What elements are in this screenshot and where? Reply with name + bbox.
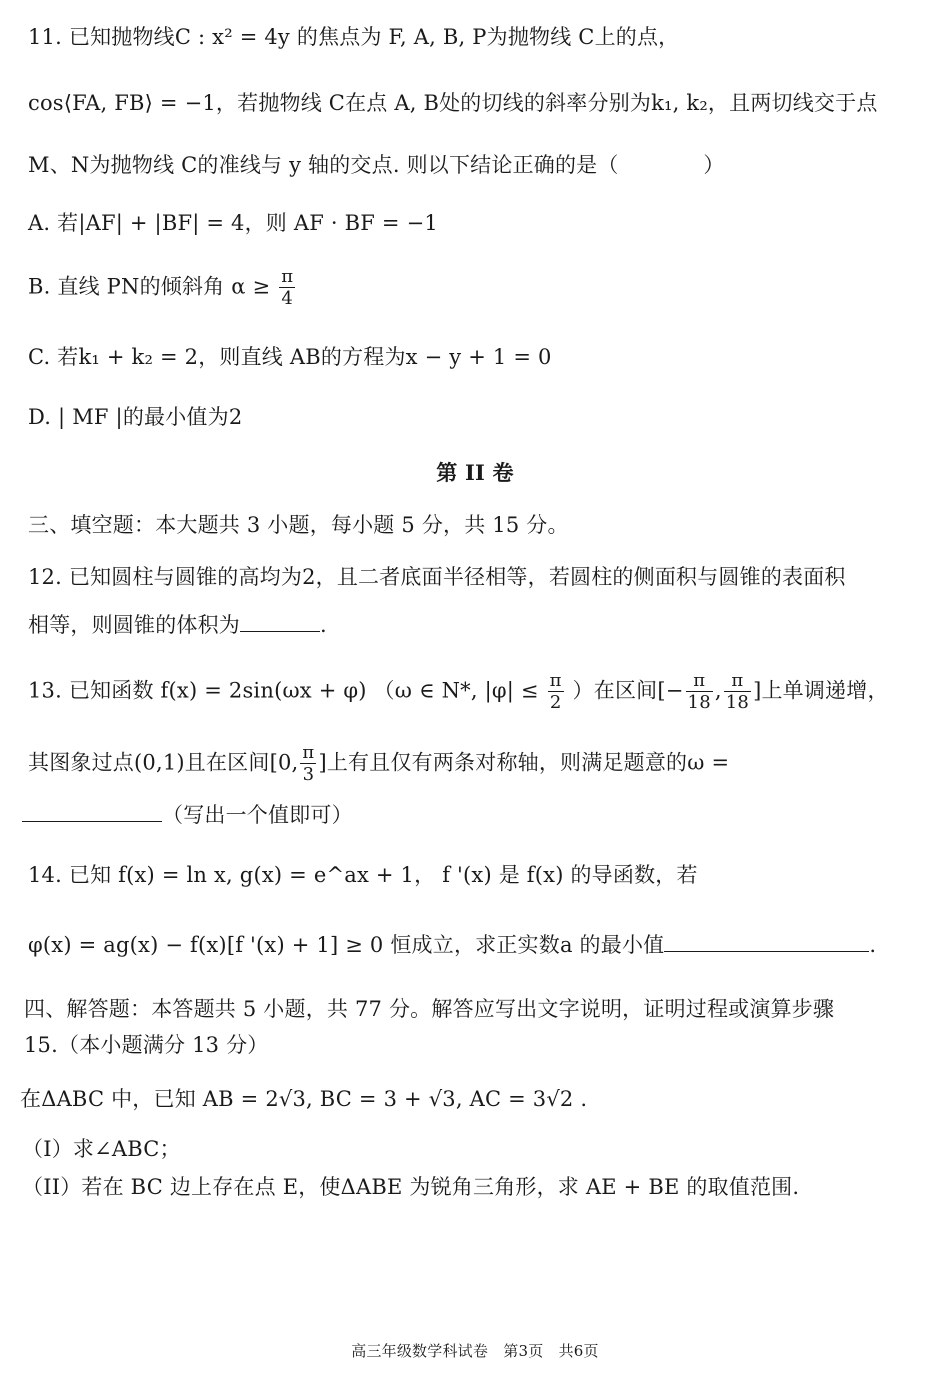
q11-option-c: C. 若k₁ + k₂ = 2，则直线 AB的方程为x − y + 1 = 0 [28,345,552,369]
q12-line1: 12. 已知圆柱与圆锥的高均为2，且二者底面半径相等，若圆柱的侧面积与圆锥的表面积 [28,565,846,589]
q13-line2-text-b: ]上有且仅有两条对称轴，则满足题意的ω = [318,750,730,775]
fraction-numerator: π [281,266,294,287]
q13-line2-text-a: 其图象过点(0,1)且在区间[0, [28,750,299,775]
q13-line1 [28,672,889,712]
q13-line1-text-a: 13. 已知函数 f(x) = 2sin(ωx + φ) （ω ∈ N*, |φ| ≤ [28,678,539,703]
fraction-denominator: 2 [549,692,562,713]
fraction-numerator: π [724,672,751,692]
q13-line1-text-b: ）在区间[− [572,678,684,703]
q11-option-a: A. 若|AF| + |BF| = 4，则 AF · BF = −1 [28,211,438,235]
fraction-denominator: 18 [725,692,750,713]
section-4-heading: 四、解答题：本答题共 5 小题，共 77 分。解答应写出文字说明，证明过程或演算步骤 [24,997,835,1021]
q11-line2: cos⟨FA, FB⟩ = −1，若抛物线 C在点 A, B处的切线的斜率分别为k₁, k₂，且两切线交于点 [28,91,878,115]
fraction-denominator: 18 [687,692,711,713]
q13-line3-text: （写出一个值即可） [162,803,353,827]
q13-fraction-pi-18-left [686,672,713,712]
part-2-title: 第 II 卷 [436,460,514,485]
q12-line2-end: . [320,613,327,637]
q12-line2 [28,610,327,640]
q13-line3 [22,800,353,830]
q13-line1-comma: , [714,678,722,703]
q15-part-1: （I）求∠ABC； [22,1137,181,1161]
fraction-denominator: 4 [281,288,294,309]
q15-title: 15.（本小题满分 13 分） [24,1033,269,1057]
q11-line1: 11. 已知抛物线C : x² = 4y 的焦点为 F, A, B, P为抛物线 C上的点， [28,25,680,49]
q13-fraction-pi-2 [548,672,564,712]
q13-fraction-pi-18-right [724,672,751,712]
answer-blank [22,803,162,822]
answer-blank [664,933,869,952]
q14-line2-text: φ(x) = ag(x) − f(x)[f '(x) + 1] ≥ 0 恒成立，求正实数a 的最小值 [28,933,665,957]
q11-line3: M、N为抛物线 C的准线与 y 轴的交点. 则以下结论正确的是（ ） [28,153,725,177]
page-footer: 高三年级数学科试卷 第3页 共6页 [351,1342,599,1360]
fraction-numerator: π [549,670,562,691]
answer-blank [240,613,320,632]
q14-line1: 14. 已知 f(x) = ln x, g(x) = e^ax + 1， f '(x) 是 f(x) 的导函数，若 [28,863,698,887]
q11-option-d: D. | MF |的最小值为2 [28,405,243,429]
q11-option-b-fraction [279,268,295,308]
q13-fraction-pi-3 [300,744,316,784]
section-3-heading: 三、填空题：本大题共 3 小题，每小题 5 分，共 15 分。 [28,513,569,537]
fraction-numerator: π [686,672,713,692]
q13-line1-text-d: ]上单调递增， [753,678,889,703]
q12-line2-text: 相等，则圆锥的体积为 [28,613,240,637]
fraction-denominator: 3 [302,764,315,785]
q15-part-2: （II）若在 BC 边上存在点 E，使ΔABE 为锐角三角形，求 AE + BE 的取值范围. [22,1175,800,1199]
fraction-numerator: π [302,742,315,763]
q11-option-b-text: B. 直线 PN的倾斜角 α ≥ [28,274,271,299]
q11-option-b [28,268,297,308]
q14-line2-end: . [869,933,877,957]
q13-line2 [28,744,729,784]
q14-line2 [28,930,876,960]
q15-given: 在ΔABC 中，已知 AB = 2√3, BC = 3 + √3, AC = 3√2 . [20,1087,588,1111]
